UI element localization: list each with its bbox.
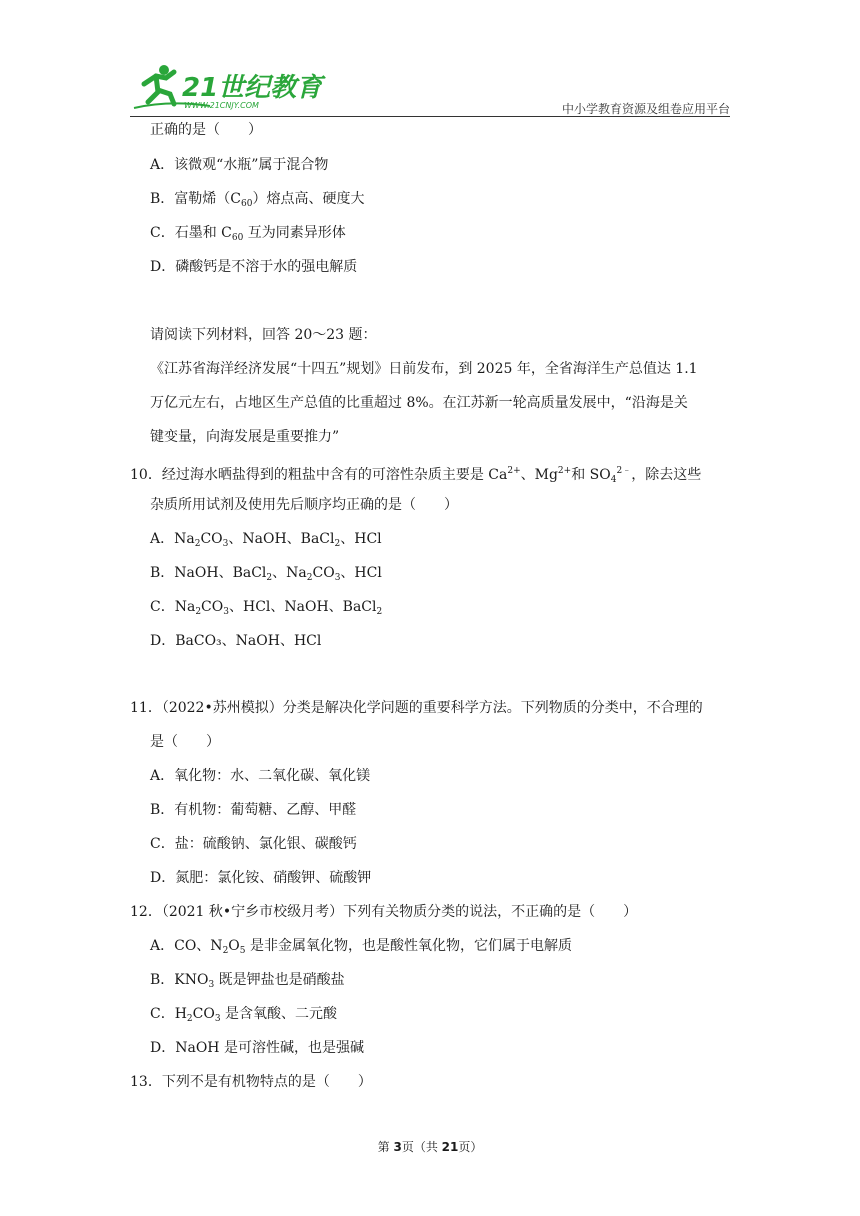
q11-option-c: C．盐：硫酸钠、氯化银、碳酸钙	[150, 836, 357, 852]
svg-text:21世纪教育: 21世纪教育	[182, 73, 323, 103]
q10-stem: 10．经过海水晒盐得到的粗盐中含有的可溶性杂质主要是 $Ca^{2+}$、$Mg^{2+}$和 $SO_4^{2﹣}$，除去这些	[130, 466, 702, 485]
q9-option-a: A．该微观“水瓶”属于混合物	[150, 157, 329, 173]
header-platform-text: 中小学教育资源及组卷应用平台	[561, 102, 730, 116]
q11-option-a: A．氧化物：水、二氧化碳、氧化镁	[150, 768, 371, 784]
q10-option-d: D．BaCO₃、NaOH、HCl	[150, 633, 322, 649]
material-paragraph-line: 万亿元左右，占地区生产总值的比重超过 8%。在江苏新一轮高质量发展中，“沿海是关	[150, 395, 688, 411]
q12-option-b: B．$KNO_3$ 既是钾盐也是硝酸盐	[150, 972, 345, 990]
q12-option-c: C．$H_2CO_3$ 是含氧酸、二元酸	[150, 1006, 338, 1024]
material-paragraph-line: 键变量，向海发展是重要推力”	[150, 429, 340, 445]
q10-option-c: C．$Na_2CO_3$、HCl、NaOH、BaCl$_2$	[150, 599, 383, 617]
q9-stem: 正确的是（ ）	[150, 122, 262, 138]
material-intro: 请阅读下列材料，回答 20～23 题：	[150, 327, 377, 343]
page-footer: 第 3页（共 21页）	[377, 1140, 483, 1154]
q11-stem: 11．（2022•苏州模拟）分类是解决化学问题的重要科学方法。下列物质的分类中，不合理的	[130, 700, 703, 716]
q12-option-d: D．NaOH 是可溶性碱，也是强碱	[150, 1040, 364, 1056]
q12-stem: 12．（2021 秋•宁乡市校级月考）下列有关物质分类的说法，不正确的是（ ）	[130, 904, 638, 920]
q10-option-b: B．NaOH、BaCl$_2$、$Na_2CO_3$、HCl	[150, 565, 382, 583]
site-logo[interactable]	[130, 62, 323, 112]
svg-text:WWW.21CNJY.COM: WWW.21CNJY.COM	[184, 101, 259, 110]
header-divider	[130, 116, 730, 117]
page-number: 3	[393, 1140, 402, 1154]
q11-stem-cont: 是（ ）	[150, 734, 220, 750]
q13-stem: 13．下列不是有机物特点的是（ ）	[130, 1074, 372, 1090]
page-header	[130, 62, 730, 118]
q11-option-b: B．有机物：葡萄糖、乙醇、甲醛	[150, 802, 357, 818]
q11-option-d: D．氮肥：氯化铵、硝酸钾、硫酸钾	[150, 870, 372, 886]
q10-option-a: A．$Na_2CO_3$、NaOH、BaCl$_2$、HCl	[150, 531, 382, 549]
total-pages: 21	[441, 1140, 459, 1154]
q9-option-d: D．磷酸钙是不溶于水的强电解质	[150, 259, 358, 275]
material-paragraph-line: 《江苏省海洋经济发展“十四五”规划》日前发布，到 2025 年，全省海洋生产总值达 1.1	[150, 361, 698, 377]
runner-logo-icon	[130, 62, 323, 112]
q9-option-c: C．石墨和 $C_{60}$ 互为同素异形体	[150, 225, 346, 243]
q9-option-b: B．富勒烯$(C_{60})$熔点高、硬度大	[150, 191, 365, 209]
q12-option-a: A．CO、$N_2O_5$ 是非金属氧化物，也是酸性氧化物，它们属于电解质	[150, 938, 572, 956]
q10-stem-cont: 杂质所用试剂及使用先后顺序均正确的是（ ）	[150, 497, 458, 513]
